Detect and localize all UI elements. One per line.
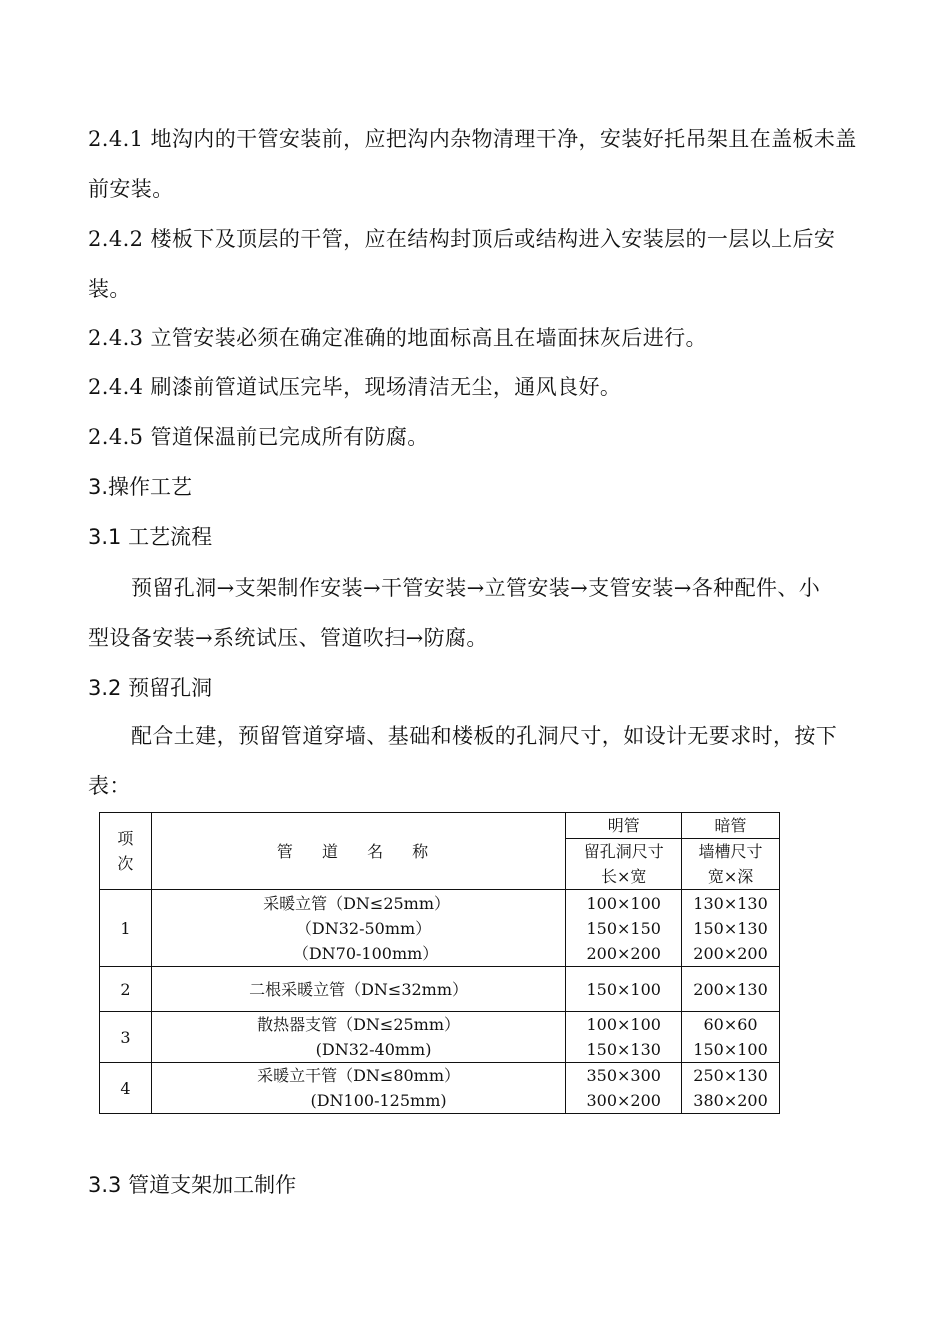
table-row [100,1012,780,1063]
process-flow-line2: 型设备安装→系统试压、管道吹扫→防腐。 [88,626,488,650]
row-name: 采暖立管（DN≤25mm） [263,893,451,913]
section-3-3-title: 3.3 管道支架加工制作 [88,1173,297,1197]
row-open-cell [566,1063,682,1114]
reserved-holes-line2: 表： [88,774,131,798]
row-name: (DN32-40mm) [315,1040,432,1059]
row-open-value: 200×200 [586,943,661,963]
row-hidden-value: 130×130 [693,893,768,913]
header-hidden-group: 暗管 [682,813,780,839]
row-name: （DN32-50mm） [295,918,432,938]
row-hidden-cell [682,890,780,967]
section-3-2-title: 3.2 预留孔洞 [88,676,213,700]
paragraph-2-4-2-line1: 2.4.2 楼板下及顶层的干管，应在结构封顶后或结构进入安装层的一层以上后安 [88,227,836,251]
header-open-group: 明管 [566,813,682,839]
row-open-cell [566,1012,682,1063]
row-hidden-value: 380×200 [693,1091,768,1110]
section-3-title: 3.操作工艺 [88,475,193,499]
row-name-cell [151,1012,566,1063]
row-open-value: 100×100 [586,893,661,913]
header-item-line1: 项 [117,829,134,848]
row-item: 1 [100,890,152,967]
row-name: (DN100-125mm) [310,1091,447,1110]
paragraph-2-4-1-line1: 2.4.1 地沟内的干管安装前，应把沟内杂物清理干净，安装好托吊架且在盖板未盖 [88,127,857,151]
row-name-cell [151,1063,566,1114]
row-name: （DN70-100mm） [292,943,439,963]
paragraph-2-4-2-line2: 装。 [88,277,131,301]
header-item-cell [100,813,152,890]
row-hidden-value: 200×200 [693,943,768,963]
row-name: 散热器支管（DN≤25mm） [257,1015,461,1034]
paragraph-2-4-1-line2: 前安装。 [88,177,174,201]
row-name-cell [151,890,566,967]
row-open-value: 150×130 [586,1040,661,1059]
header-hidden-sub1: 墙槽尺寸 [682,839,780,865]
header-open-sub2: 长×宽 [566,864,682,890]
row-item: 3 [100,1012,152,1063]
process-flow-line1: 预留孔洞→支架制作安装→干管安装→立管安装→支管安装→各种配件、小 [131,576,821,600]
row-hidden-cell [682,1063,780,1114]
header-item-line2: 次 [117,854,134,873]
table-header-row [100,813,780,839]
table-row [100,890,780,967]
table-row [100,1063,780,1114]
reserved-holes-line1: 配合土建，预留管道穿墙、基础和楼板的孔洞尺寸，如设计无要求时，按下 [131,724,838,748]
paragraph-2-4-5: 2.4.5 管道保温前已完成所有防腐。 [88,425,429,449]
row-item: 4 [100,1063,152,1114]
row-hidden-value: 250×130 [693,1066,768,1085]
row-hidden-value: 200×130 [682,967,780,1012]
row-open-value: 350×300 [586,1066,661,1085]
header-open-sub1: 留孔洞尺寸 [566,839,682,865]
paragraph-2-4-3: 2.4.3 立管安装必须在确定准确的地面标高且在墙面抹灰后进行。 [88,326,707,350]
row-hidden-cell [682,1012,780,1063]
row-hidden-value: 150×100 [693,1040,768,1059]
row-hidden-value: 60×60 [703,1015,758,1034]
row-open-value: 150×150 [586,918,661,938]
row-name: 采暖立干管（DN≤80mm） [257,1066,461,1085]
row-name: 二根采暖立管（DN≤32mm） [151,967,566,1012]
section-3-1-title: 3.1 工艺流程 [88,525,213,549]
row-open-cell [566,890,682,967]
row-open-value: 150×100 [566,967,682,1012]
header-name-cell [151,813,566,890]
row-hidden-value: 150×130 [693,918,768,938]
row-open-value: 300×200 [586,1091,661,1110]
row-open-value: 100×100 [586,1015,661,1034]
header-hidden-sub2: 宽×深 [682,864,780,890]
paragraph-2-4-4: 2.4.4 刷漆前管道试压完毕，现场清洁无尘，通风良好。 [88,375,622,399]
header-name: 管 道 名 称 [276,841,441,861]
table-row [100,967,780,1012]
row-item: 2 [100,967,152,1012]
reserved-hole-size-table [99,812,780,1114]
